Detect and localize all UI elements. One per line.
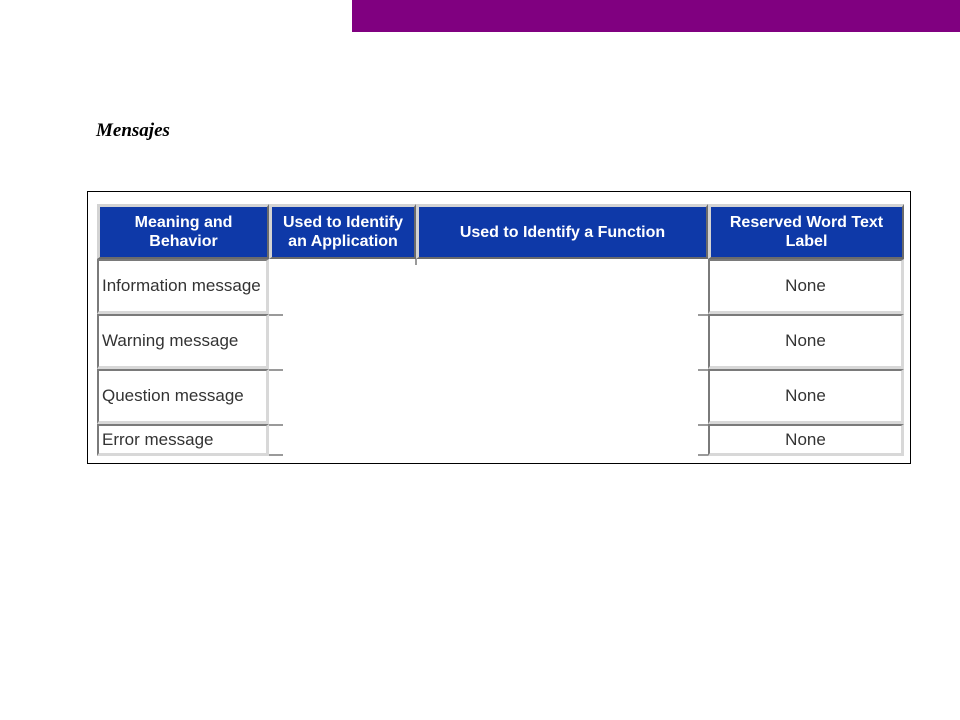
header-meaning: Meaning and Behavior: [97, 204, 269, 259]
grid-line-stub: [698, 424, 708, 426]
column-divider-stub: [415, 259, 417, 265]
row-reserved-error: None: [708, 424, 904, 456]
header-reserved-word: Reserved Word Text Label: [708, 204, 904, 259]
row-reserved-question: None: [708, 369, 904, 424]
row-meaning-warning: Warning message: [97, 314, 269, 369]
row-reserved-warning: None: [708, 314, 904, 369]
grid-line-stub: [269, 369, 283, 371]
row-reserved-information: None: [708, 259, 904, 314]
row-meaning-information: Information message: [97, 259, 269, 314]
grid-line-stub: [269, 424, 283, 426]
grid-line-stub: [269, 314, 283, 316]
grid-line-stub: [698, 369, 708, 371]
message-types-table: [87, 191, 911, 464]
slide-title: Mensajes: [96, 120, 170, 141]
grid-line-stub: [698, 314, 708, 316]
row-meaning-question: Question message: [97, 369, 269, 424]
grid-line-stub: [698, 454, 708, 456]
header-identify-application: Used to Identify an Application: [269, 204, 416, 259]
grid-line-stub: [269, 454, 283, 456]
row-meaning-error: Error message: [97, 424, 269, 456]
top-accent-bar: [352, 0, 960, 32]
header-identify-function: Used to Identify a Function: [416, 204, 708, 259]
